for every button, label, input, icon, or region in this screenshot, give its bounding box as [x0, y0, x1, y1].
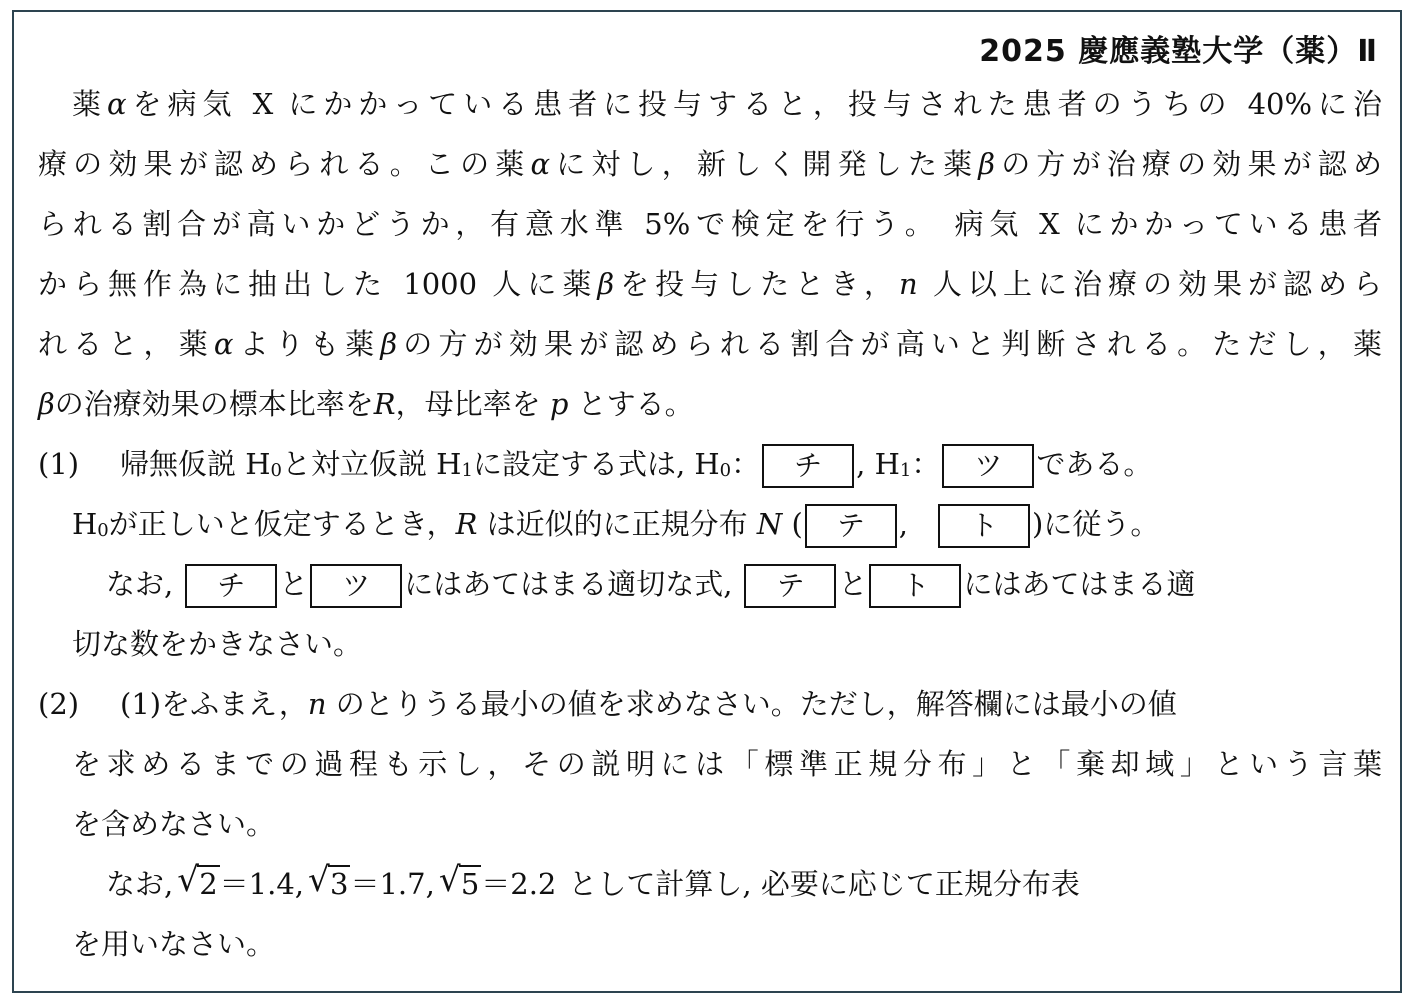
q2-number: (2): [38, 687, 80, 721]
q2-line-5: を用いなさい。: [72, 927, 276, 961]
q1-line-3: なお, チ と ツ にはあてはまる適切な式, テ と ト にはあてはまる適: [106, 564, 1196, 604]
intro-line-2: 療の効果が認められる。この薬αに対し，新しく開発した薬βの方が治療の効果が認め: [38, 147, 1382, 181]
intro-line-5: れると，薬αよりも薬βの方が効果が認められる割合が高いと判断される。ただし，薬: [38, 327, 1382, 361]
intro-line-4: から無作為に抽出した 1000 人に薬βを投与したとき，n 人以上に治療の効果が認めら: [38, 267, 1382, 301]
q2-line-1: (1)をふまえ，n のとりうる最小の値を求めなさい。ただし，解答欄には最小の値: [120, 687, 1177, 721]
intro-line-3: られる割合が高いかどうか，有意水準 5%で検定を行う。 病気 X にかかっている患者: [38, 207, 1382, 241]
note-box-tsu: ツ: [310, 564, 402, 608]
sqrt-2: √ 2: [177, 860, 218, 901]
answer-box-tsu: ツ: [942, 444, 1034, 488]
sqrt-5: √ 5: [438, 860, 480, 901]
answer-box-te: テ: [805, 504, 897, 548]
q1-number: (1): [38, 447, 80, 481]
q1-line-1: 帰無仮説 $H_0$と対立仮説 $H_1$に設定する式は, $H_0$： チ , $H_1$： ツ である。: [120, 444, 1152, 484]
note-box-to: ト: [869, 564, 961, 608]
sqrt-3: √ 3: [308, 860, 349, 901]
intro-line-1: 薬αを病気 X にかかっている患者に投与すると，投与された患者のうちの 40%に治: [72, 87, 1382, 121]
q1-line-2: $H_0$が正しいと仮定するとき，R は近似的に正規分布 N ( テ , ト )に従う。: [72, 504, 1159, 544]
q2-line-3: を含めなさい。: [72, 807, 276, 841]
answer-box-to: ト: [938, 504, 1030, 548]
q2-line-4: なお, √ 2＝1.4, √ 3＝1.7, √ 5＝2.2 として計算し, 必要に応じて正規分布表: [106, 864, 1080, 904]
note-box-chi: チ: [185, 564, 277, 608]
answer-box-chi: チ: [762, 444, 854, 488]
intro-line-6: βの治療効果の標本比率をR，母比率を p とする。: [38, 387, 694, 421]
note-box-te: テ: [744, 564, 836, 608]
page-title: 2025 慶應義塾大学（薬）Ⅱ: [979, 34, 1378, 69]
q2-line-2: を求めるまでの過程も示し，その説明には「標準正規分布」と「棄却域」という言葉: [72, 747, 1382, 781]
q1-line-4: 切な数をかきなさい。: [72, 627, 363, 661]
